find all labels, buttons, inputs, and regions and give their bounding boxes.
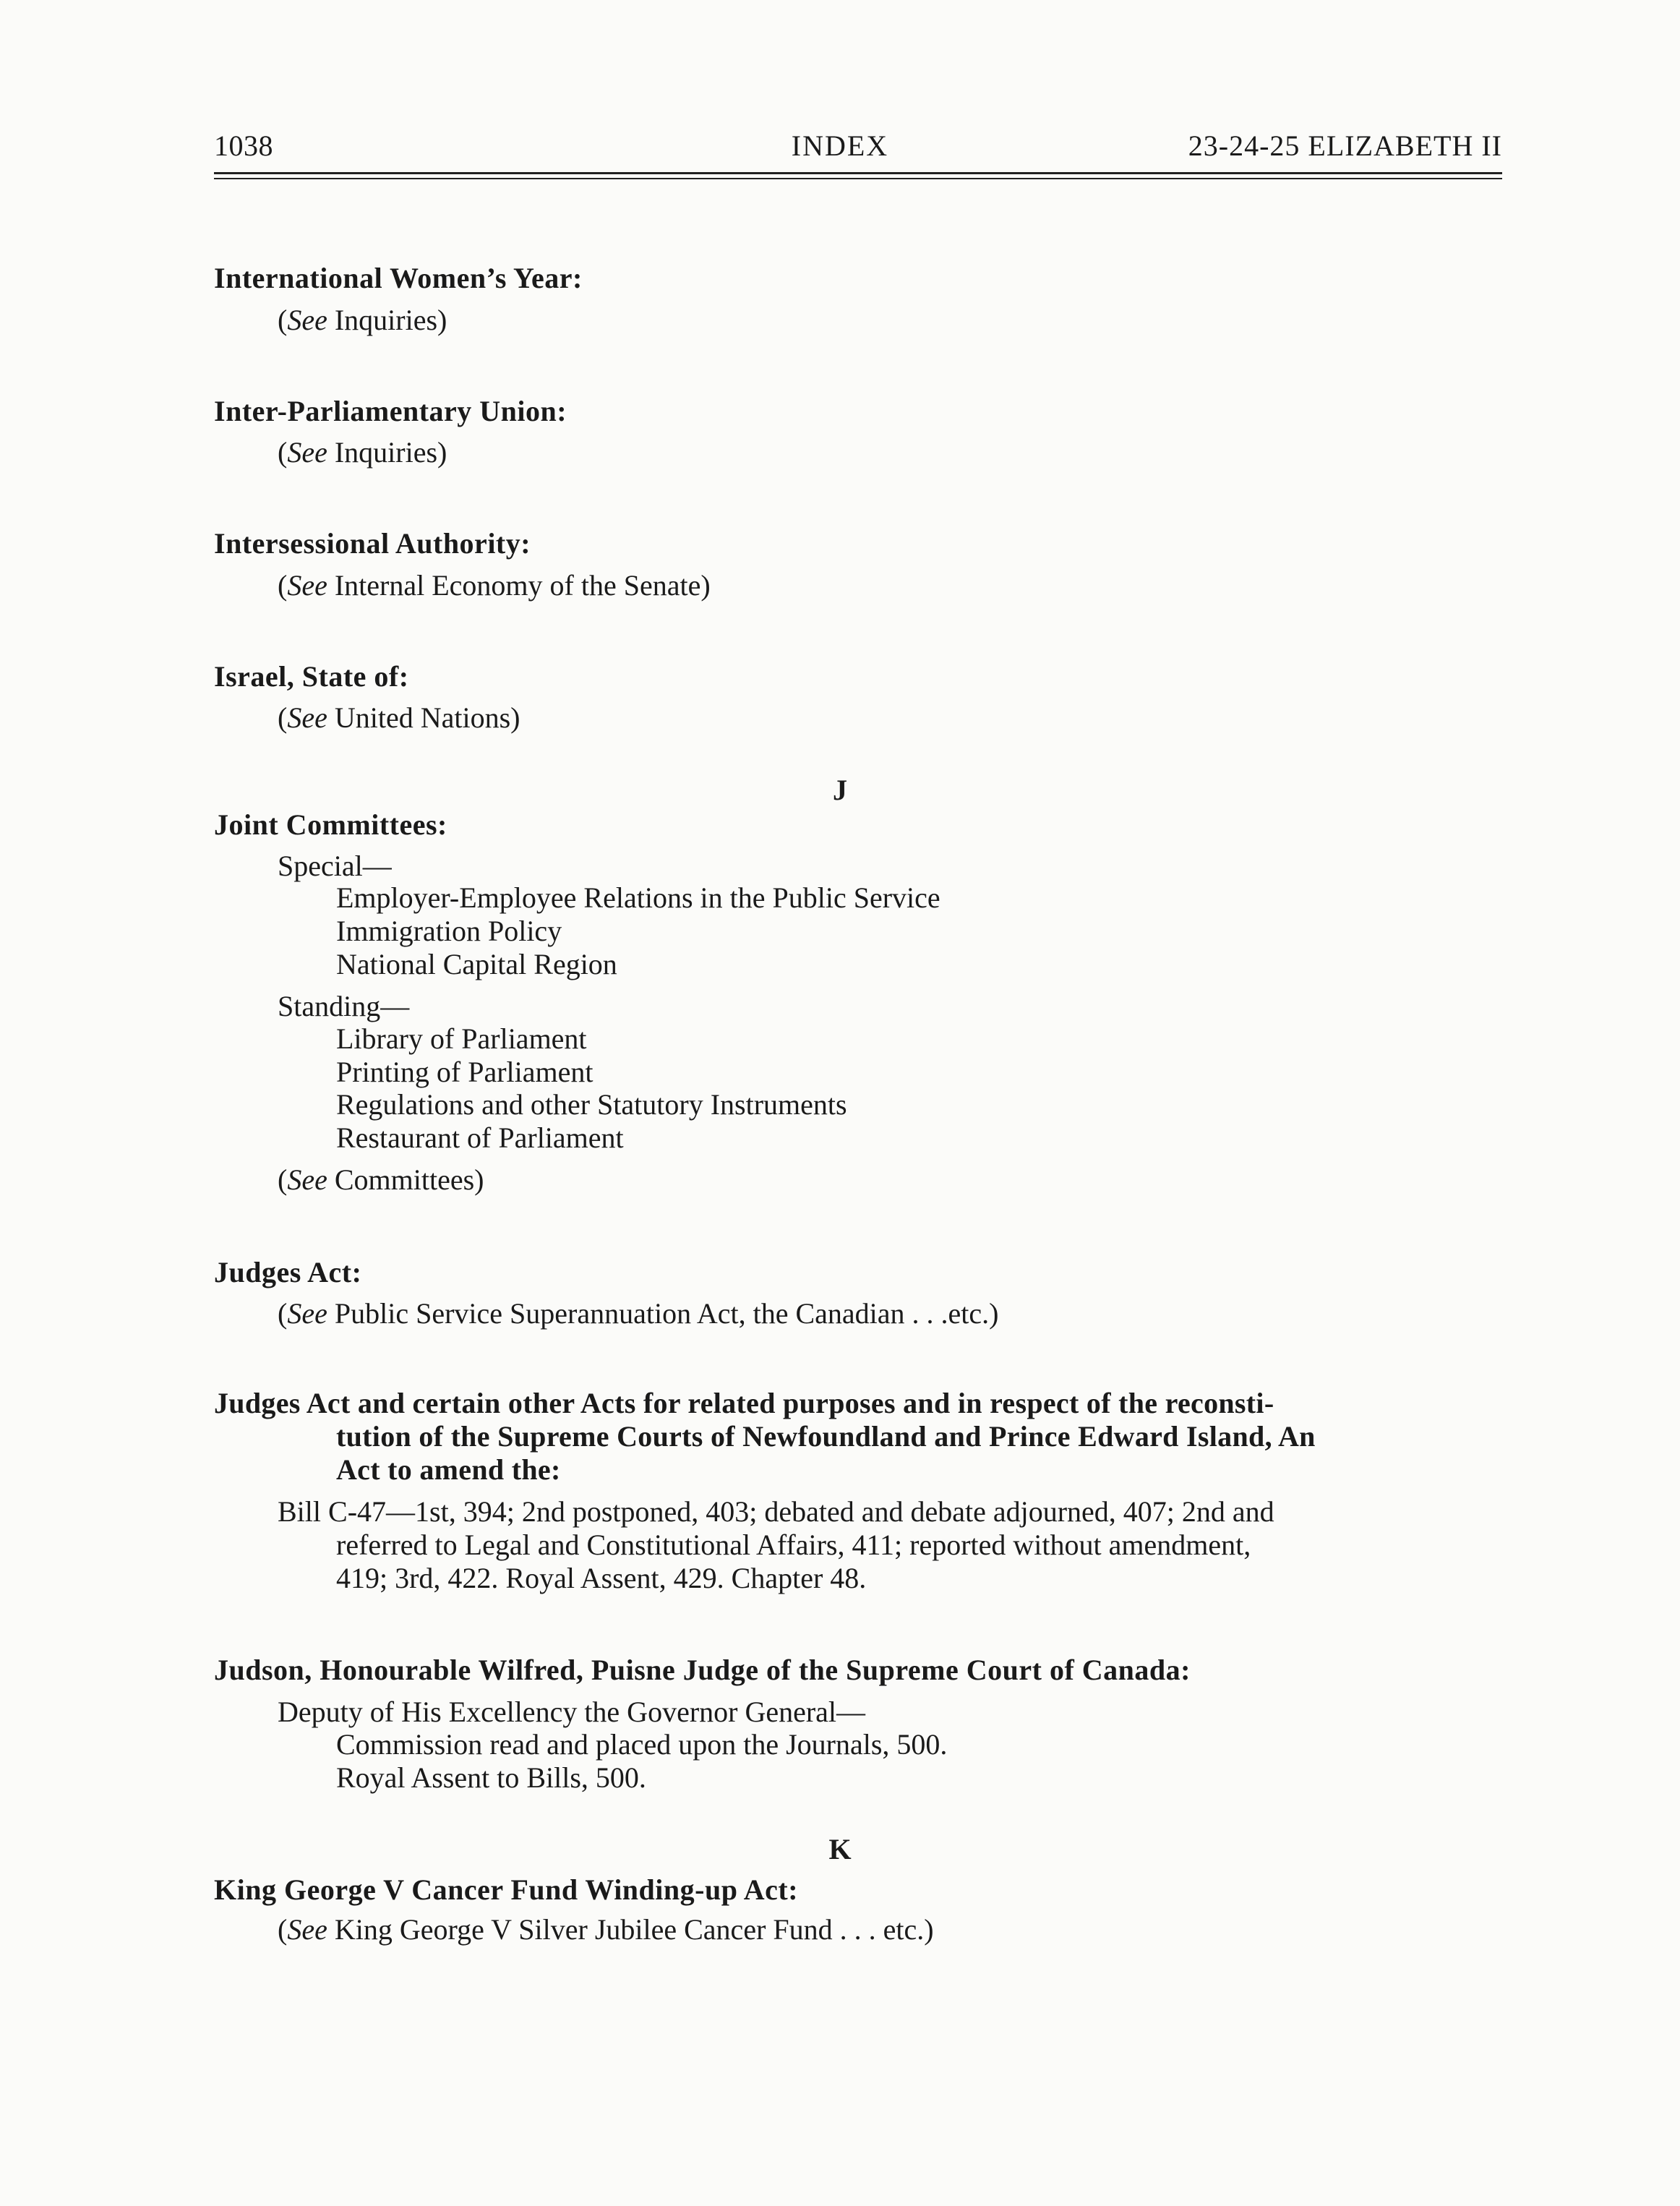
entry-heading: Judges Act:	[214, 1256, 362, 1288]
entry-heading: International Women’s Year:	[214, 262, 583, 294]
entry-heading: Judson, Honourable Wilfred, Puisne Judge of the Supreme Court of Canada:	[214, 1654, 1191, 1686]
section-letter-j: J	[833, 774, 847, 806]
see-target: Inquiries)	[334, 304, 447, 336]
see-target: Public Service Superannuation Act, the Canadian . . .etc.)	[334, 1297, 999, 1330]
list-item: Employer-Employee Relations in the Public Service	[336, 881, 940, 914]
see-reference: (See Internal Economy of the Senate)	[278, 569, 711, 602]
section-title: INDEX	[791, 129, 889, 162]
page-number: 1038	[214, 129, 273, 162]
session-label: 23-24-25 ELIZABETH II	[1188, 129, 1502, 162]
heading-line: Act to amend the:	[336, 1453, 561, 1486]
header-rule-bottom	[214, 178, 1502, 179]
see-reference: (See King George V Silver Jubilee Cancer Fund . . . etc.)	[278, 1913, 934, 1946]
see-target: Internal Economy of the Senate)	[334, 569, 711, 602]
list-item: Royal Assent to Bills, 500.	[336, 1761, 646, 1794]
heading-line: tution of the Supreme Courts of Newfoundland and Prince Edward Island, An	[336, 1420, 1316, 1453]
section-letter-k: K	[828, 1833, 852, 1865]
see-target: United Nations)	[334, 701, 520, 734]
list-item: National Capital Region	[336, 948, 617, 980]
see-target: King George V Silver Jubilee Cancer Fund . . . etc.)	[334, 1913, 934, 1946]
entry-heading: Joint Committees:	[214, 808, 447, 841]
entry-heading: King George V Cancer Fund Winding-up Act:	[214, 1873, 799, 1906]
list-item: Commission read and placed upon the Journals, 500.	[336, 1728, 948, 1761]
see-reference: (See Inquiries)	[278, 436, 447, 469]
see-word: See	[287, 701, 327, 734]
list-item: Immigration Policy	[336, 915, 562, 947]
see-reference: (See United Nations)	[278, 701, 520, 734]
bill-history	[278, 1495, 1274, 1595]
bill-line: Bill C-47—1st, 394; 2nd postponed, 403; debated and debate adjourned, 407; 2nd and	[278, 1495, 1274, 1528]
see-reference: (See Committees)	[278, 1163, 484, 1196]
see-word: See	[287, 1163, 327, 1196]
see-word: See	[287, 569, 327, 602]
sub-heading-deputy: Deputy of His Excellency the Governor General—	[278, 1696, 866, 1728]
entry-heading: Intersessional Authority:	[214, 527, 531, 560]
see-word: See	[287, 304, 327, 336]
bill-line: 419; 3rd, 422. Royal Assent, 429. Chapter 48.	[336, 1562, 867, 1594]
sub-heading-special: Special—	[278, 850, 392, 882]
entry-heading-multiline	[214, 1387, 1316, 1487]
see-target: Inquiries)	[334, 436, 447, 469]
entry-heading: Israel, State of:	[214, 660, 409, 693]
see-word: See	[287, 1913, 327, 1946]
bill-line: referred to Legal and Constitutional Affairs, 411; reported without amendment,	[336, 1529, 1251, 1561]
see-reference: (See Public Service Superannuation Act, the Canadian . . .etc.)	[278, 1297, 999, 1330]
see-word: See	[287, 1297, 327, 1330]
list-item: Regulations and other Statutory Instruments	[336, 1088, 847, 1121]
list-item: Restaurant of Parliament	[336, 1121, 624, 1154]
heading-line: Judges Act and certain other Acts for related purposes and in respect of the reconsti-	[214, 1387, 1274, 1419]
list-item: Library of Parliament	[336, 1022, 587, 1055]
see-word: See	[287, 436, 327, 469]
sub-heading-standing: Standing—	[278, 990, 410, 1022]
entry-heading: Inter-Parliamentary Union:	[214, 395, 567, 427]
list-item: Printing of Parliament	[336, 1056, 593, 1088]
see-reference: (See Inquiries)	[278, 304, 447, 336]
header-rule-top	[214, 172, 1502, 174]
see-target: Committees)	[334, 1163, 484, 1196]
